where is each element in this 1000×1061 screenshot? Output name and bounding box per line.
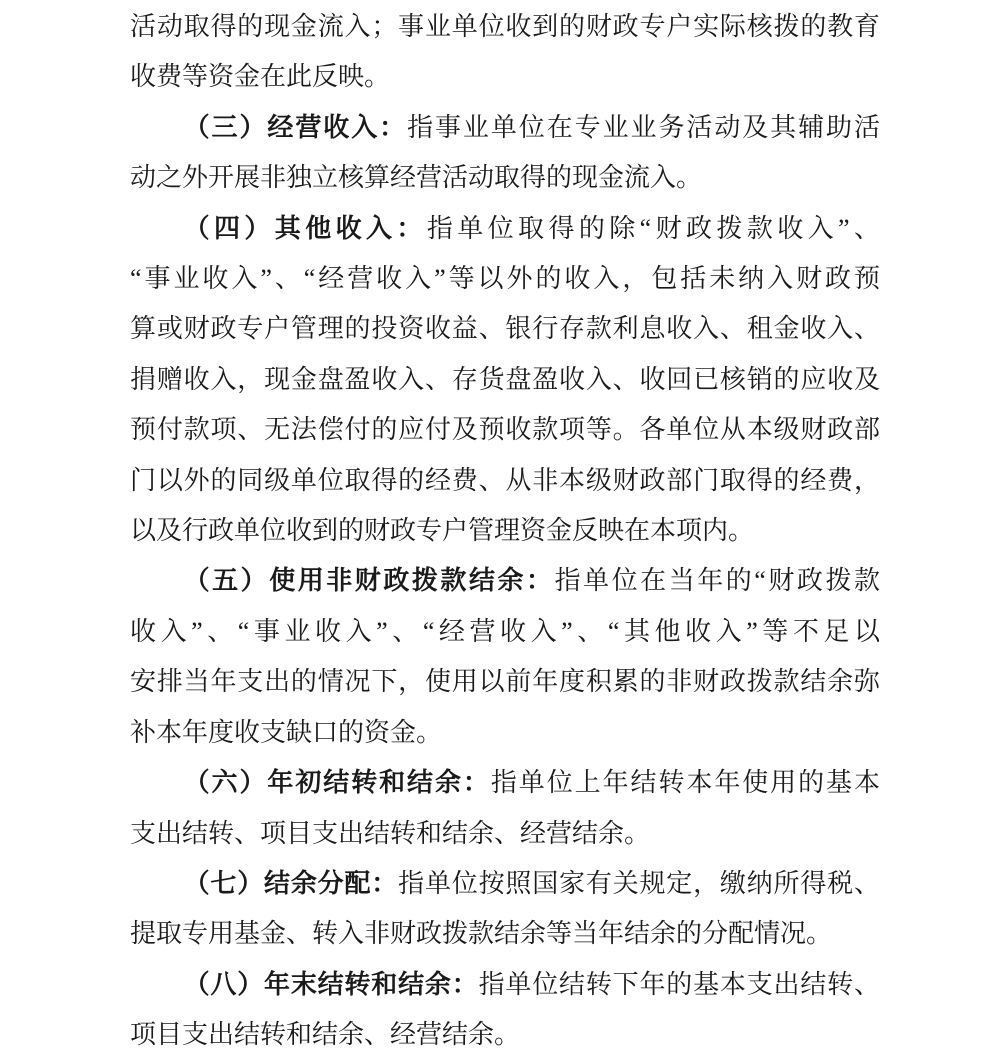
line-text: 收费等资金在此反映。 — [130, 62, 391, 92]
text-line — [130, 607, 880, 657]
document-page — [130, 2, 880, 1061]
line-text: 安排当年支出的情况下，使用以前年度积累的非财政拨款结余弥 — [130, 667, 880, 697]
line-text: 指单位结转下年的基本支出结转、 — [478, 969, 880, 999]
line-text: 捐赠收入，现金盘盈收入、存货盘盈收入、收回已核销的应收及 — [130, 364, 880, 394]
text-line — [130, 960, 880, 1010]
term-label: （五）使用非财政拨款结余： — [183, 566, 555, 596]
line-text: 项目支出结转和结余、经营结余。 — [130, 1020, 521, 1050]
line-text: 指单位上年结转本年使用的基本 — [490, 768, 880, 798]
paragraph — [130, 960, 880, 1061]
line-text: 支出结转、项目支出结转和结余、经营结余。 — [130, 818, 651, 848]
line-text: 门以外的同级单位取得的经费、从非本级财政部门取得的经费， — [130, 465, 880, 495]
term-label: （六）年初结转和结余： — [183, 768, 491, 798]
paragraph — [130, 204, 880, 557]
text-line — [130, 153, 880, 203]
text-line — [130, 657, 880, 707]
term-label: （八）年末结转和结余： — [183, 969, 479, 999]
text-line — [130, 708, 880, 758]
paragraph — [130, 556, 880, 758]
text-line — [130, 456, 880, 506]
paragraph — [130, 2, 880, 103]
text-line — [130, 405, 880, 455]
text-line — [130, 758, 880, 808]
paragraph — [130, 103, 880, 204]
line-text: 补本年度收支缺口的资金。 — [130, 717, 443, 747]
text-line — [130, 809, 880, 859]
text-line — [130, 556, 880, 606]
term-label: （三）经营收入： — [183, 112, 408, 142]
text-line — [130, 52, 880, 102]
text-line — [130, 909, 880, 959]
text-line — [130, 506, 880, 556]
text-line — [130, 254, 880, 304]
text-line — [130, 859, 880, 909]
term-label: （四）其他收入： — [183, 213, 427, 243]
text-line — [130, 2, 880, 52]
line-text: 活动取得的现金流入；事业单位收到的财政专户实际核拨的教育 — [130, 12, 880, 41]
line-text: 指单位取得的除“财政拨款收入”、 — [426, 213, 880, 243]
line-text: 算或财政专户管理的投资收益、银行存款利息收入、租金收入、 — [130, 314, 880, 344]
line-text: 预付款项、无法偿付的应付及预收款项等。各单位从本级财政部 — [130, 415, 880, 445]
text-line — [130, 355, 880, 405]
text-line — [130, 304, 880, 354]
line-text: 提取专用基金、转入非财政拨款结余等当年结余的分配情况。 — [130, 919, 833, 949]
text-line — [130, 1010, 880, 1060]
term-label: （七）结余分配： — [183, 868, 399, 898]
line-text: 指单位按照国家有关规定，缴纳所得税、 — [398, 868, 880, 898]
line-text: 动之外开展非独立核算经营活动取得的现金流入。 — [130, 163, 703, 193]
text-line — [130, 103, 880, 153]
line-text: 以及行政单位收到的财政专户管理资金反映在本项内。 — [130, 516, 755, 546]
text-line — [130, 204, 880, 254]
line-text: 收入”、“事业收入”、“经营收入”、“其他收入”等不足以 — [130, 616, 880, 646]
paragraph — [130, 758, 880, 859]
line-text: “事业收入”、“经营收入”等以外的收入，包括未纳入财政预 — [130, 264, 880, 294]
line-text: 指单位在当年的“财政拨款 — [554, 566, 880, 596]
paragraph — [130, 859, 880, 960]
line-text: 指事业单位在专业业务活动及其辅助活 — [407, 112, 880, 142]
